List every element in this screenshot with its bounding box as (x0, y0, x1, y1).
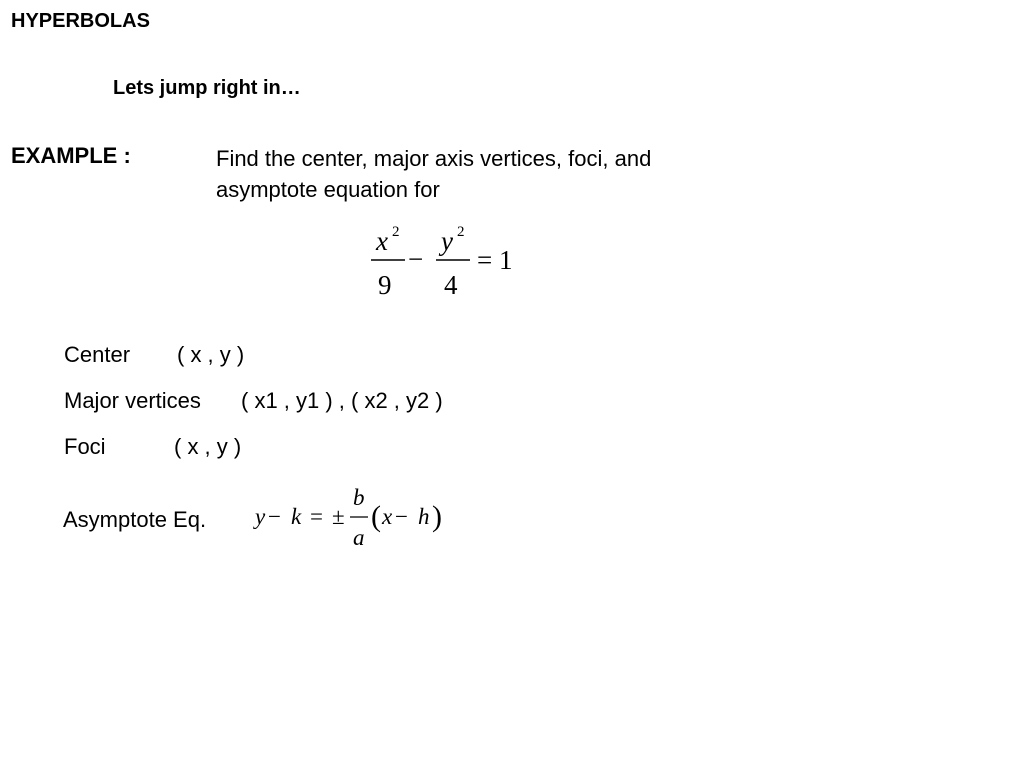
example-label: EXAMPLE : (11, 143, 131, 168)
asym-y: y (255, 504, 266, 529)
asym-fraction-b: b (353, 485, 365, 510)
center-label: Center (64, 342, 131, 367)
asymptote-equation (255, 484, 455, 552)
asym-h: h (418, 504, 430, 529)
eq-minus-sign: − (408, 244, 424, 274)
prompt-line-2: asymptote equation for (216, 177, 440, 202)
asym-x: x (382, 504, 393, 529)
asym-close-paren: ) (432, 500, 442, 533)
asym-open-paren: ( (371, 500, 381, 533)
eq-rhs-1: 1 (499, 245, 513, 275)
slide-subtitle: Lets jump right in… (113, 77, 301, 99)
eq-denominator-9: 9 (378, 270, 392, 300)
eq-denominator-4: 4 (444, 270, 458, 300)
eq-exponent-y: 2 (457, 224, 465, 240)
eq-numerator-y: y (441, 226, 453, 256)
prompt-line-1: Find the center, major axis vertices, foci, and (216, 146, 652, 171)
center-value: ( x , y ) (177, 342, 245, 367)
slide-title: HYPERBOLAS (11, 10, 150, 32)
eq-numerator-x: x (376, 226, 388, 256)
hyperbola-equation (368, 220, 528, 302)
eq-exponent-x: 2 (392, 224, 400, 240)
foci-value: ( x , y ) (174, 434, 242, 459)
asym-minus-1: − (268, 504, 281, 529)
asym-k: k (291, 504, 302, 529)
asym-plusminus: ± (332, 504, 345, 529)
foci-label: Foci (64, 434, 106, 459)
eq-equals-sign: = (477, 245, 493, 275)
example-prompt (216, 143, 651, 205)
asym-minus-2: − (395, 504, 408, 529)
asymptote-label: Asymptote Eq. (63, 507, 207, 532)
major-vertices-value: ( x1 , y1 ) , ( x2 , y2 ) (241, 388, 443, 413)
asym-fraction-a: a (353, 525, 365, 550)
major-vertices-label: Major vertices (64, 388, 201, 413)
asym-equals: = (310, 504, 323, 529)
